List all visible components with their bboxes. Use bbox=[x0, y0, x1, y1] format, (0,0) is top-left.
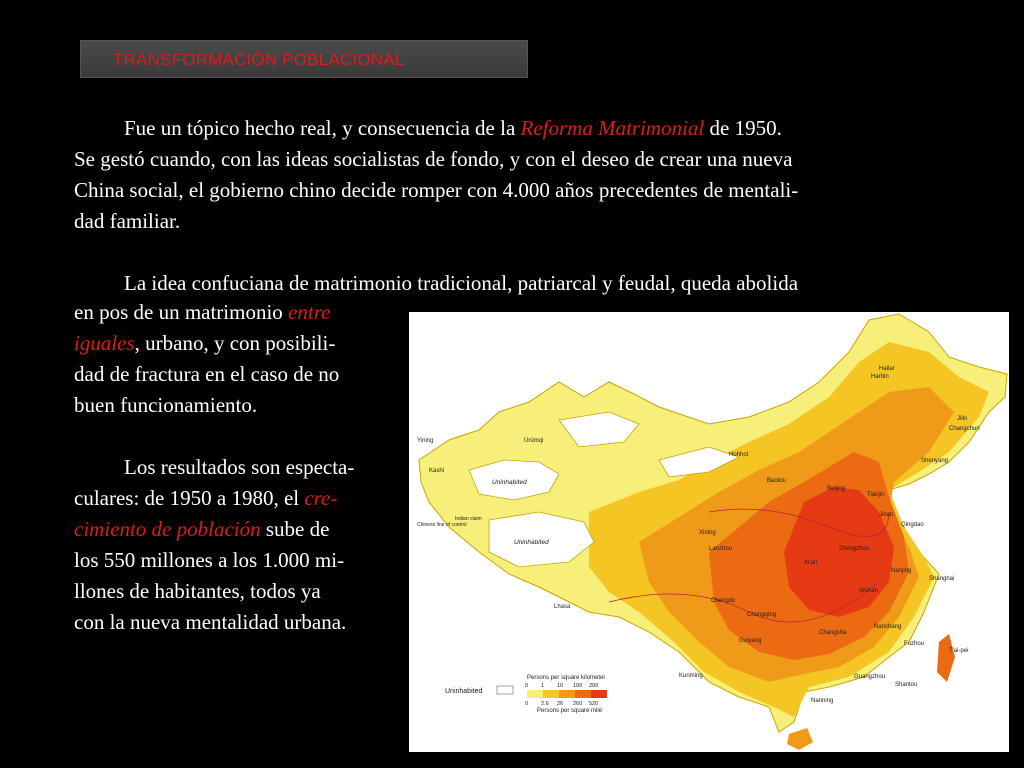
map-city-label: Xi'an bbox=[804, 560, 818, 566]
p3-line-6: con la nueva mentalidad urbana. bbox=[74, 610, 347, 634]
legend-mile-tick: 2.6 bbox=[541, 701, 549, 707]
legend-mile-tick: 520 bbox=[589, 701, 599, 707]
p2-line-5: buen funcionamiento. bbox=[74, 393, 258, 417]
p1-line-1: Fue un tópico hecho real, y consecuencia de la Reforma Matrimonial de 1950. bbox=[124, 116, 782, 140]
p3-line-1: Los resultados son especta- bbox=[124, 455, 355, 479]
map-city-label: Shenyang bbox=[921, 458, 949, 464]
map-city-label: Changchun bbox=[949, 426, 980, 432]
map-hainan bbox=[787, 728, 813, 750]
legend-mile-tick: 26 bbox=[557, 701, 564, 707]
map-svg bbox=[409, 312, 1009, 752]
map-city-label: Yining bbox=[417, 438, 434, 444]
map-city-label: Lanzhou bbox=[709, 546, 733, 552]
legend-swatch bbox=[527, 690, 543, 698]
legend-km-tick: 1 bbox=[541, 683, 545, 689]
map-taiwan bbox=[937, 634, 955, 682]
map-city-label: Jilin bbox=[957, 416, 968, 422]
legend-uninhabited-label: Uninhabited bbox=[445, 688, 483, 695]
map-city-label: Nanchang bbox=[874, 624, 902, 630]
map-city-label: Harbin bbox=[871, 374, 889, 380]
legend-km-title: Persons per square kilometer bbox=[527, 675, 606, 681]
map-city-label: Chongqing bbox=[747, 612, 777, 618]
map-city-label: Kunming bbox=[679, 673, 703, 679]
p1-line-4: dad familiar. bbox=[74, 209, 181, 233]
legend-mile-title: Persons per square mile bbox=[537, 708, 603, 714]
crecimiento-highlight-a: cre- bbox=[304, 486, 338, 510]
map-city-label: Changsha bbox=[819, 630, 847, 636]
p1-line-3: China social, el gobierno chino decide romper con 4.000 años precedentes de mentali- bbox=[74, 178, 799, 202]
map-city-label: Hohhot bbox=[729, 452, 749, 458]
map-city-label: Beijing bbox=[827, 486, 846, 492]
legend-km-tick: 100 bbox=[573, 683, 583, 689]
map-city-label: Guiyang bbox=[739, 638, 762, 644]
map-uninhabited-label: Uninhabited bbox=[514, 539, 549, 546]
slide-title: TRANSFORMACIÓN POBLACIONAL bbox=[113, 50, 405, 69]
legend-km-tick: 10 bbox=[557, 683, 564, 689]
slide-title-bar bbox=[80, 40, 528, 78]
china-population-density-map bbox=[409, 312, 1009, 752]
p2-line-1: La idea confuciana de matrimonio tradicional, patriarcal y feudal, queda abolida bbox=[124, 271, 799, 295]
map-city-label: Guangzhou bbox=[854, 674, 886, 680]
reforma-matrimonial-highlight: Reforma Matrimonial bbox=[520, 116, 705, 140]
p3-line-4: los 550 millones a los 1.000 mi- bbox=[74, 548, 345, 572]
p3-line-2: culares: de 1950 a 1980, el cre- bbox=[74, 486, 338, 510]
map-city-label: Tianjin bbox=[867, 492, 885, 498]
map-city-label: Wuhan bbox=[859, 588, 878, 594]
p2-line-4: dad de fractura en el caso de no bbox=[74, 362, 340, 386]
map-city-label: Nanning bbox=[811, 698, 834, 704]
p2-line-2: en pos de un matrimonio entre bbox=[74, 300, 331, 324]
map-indian-claim-label: Indian claim bbox=[455, 516, 482, 522]
map-legend bbox=[445, 675, 607, 714]
map-city-label: Chengdu bbox=[711, 598, 736, 604]
legend-mile-tick: 260 bbox=[573, 701, 583, 707]
legend-mile-tick: 0 bbox=[525, 701, 529, 707]
legend-km-tick: 0 bbox=[525, 683, 529, 689]
map-city-label: Qingdao bbox=[901, 522, 924, 528]
map-city-label: Fuzhou bbox=[904, 641, 925, 647]
legend-swatch bbox=[591, 690, 607, 698]
map-city-label: Baotou bbox=[767, 478, 787, 484]
iguales-highlight: iguales bbox=[74, 331, 135, 355]
entre-highlight: entre bbox=[288, 300, 331, 324]
legend-km-tick: 200 bbox=[589, 683, 599, 689]
p1-line-2: Se gestó cuando, con las ideas socialistas de fondo, y con el deseo de crear una nueva bbox=[74, 147, 793, 171]
map-uninhabited-label: Uninhabited bbox=[492, 479, 527, 486]
map-city-label: Urümqi bbox=[524, 438, 544, 444]
map-city-label: Kashi bbox=[429, 468, 445, 474]
legend-swatch bbox=[575, 690, 591, 698]
map-city-label: Nanjing bbox=[891, 568, 912, 574]
map-city-label: Jinan bbox=[879, 512, 894, 518]
map-city-label: Shanghai bbox=[929, 576, 955, 582]
legend-swatch bbox=[559, 690, 575, 698]
p3-line-3: cimiento de población sube de bbox=[74, 517, 330, 541]
map-city-label: Zhengzhou bbox=[839, 546, 870, 552]
p3-line-5: llones de habitantes, todos ya bbox=[74, 579, 321, 603]
map-city-label: T'ai-pei bbox=[949, 648, 969, 654]
legend-uninhabited-swatch bbox=[497, 686, 513, 694]
p2-line-3: iguales, urbano, y con posibili- bbox=[74, 331, 336, 355]
map-city-label: Hailar bbox=[879, 366, 895, 372]
crecimiento-highlight-b: cimiento de población bbox=[74, 517, 261, 541]
map-city-label: Xining bbox=[699, 530, 716, 536]
legend-swatch bbox=[543, 690, 559, 698]
map-city-label: Lhasa bbox=[554, 604, 571, 610]
map-city-label: Shantou bbox=[895, 682, 918, 688]
map-chinese-line-label: Chinese line of control bbox=[417, 522, 467, 528]
